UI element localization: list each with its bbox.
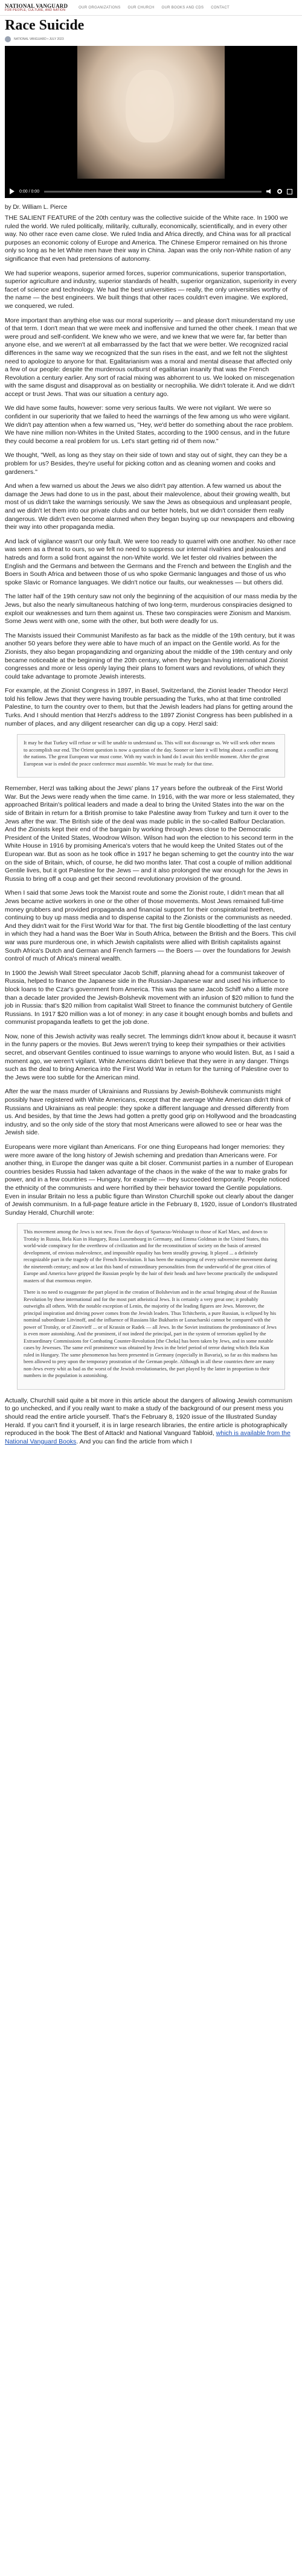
paragraph: THE SALIENT FEATURE of the 20th century was the collective suicide of the White race. In 1900 we ruled the world. We ruled politically, militarily, culturally, economically, scientifically, and in every other way. No other race even came close. We ruled India and Africa directly, and China was for all practical purposes an economic colony of Europe and America. The Chinese Emperor remained on his throne only so long as he let White men have their way in China. Japan was the only non-White nation of any significance that even had pretensions of autonomy. xyxy=(5,214,291,263)
paragraph: The Marxists issued their Communist Manifesto as far back as the middle of the 19th century, but it was another 50 years before they were able to have much of an impact on the Gentile world. As for the Zionists, they also began propagandizing and organizing about the middle of the 19th century and only became noticeable at the beginning of the 20th century, when they began having international Zionist congresses and more or less openly laying their plans to foment wars and revolutions, of which they could take advantage to promote Jewish interests. xyxy=(5,631,295,680)
paragraph: In 1900 the Jewish Wall Street speculator Jacob Schiff, planning ahead for a communist takeover of Russia, helped to finance the Japanese side in the Russian-Japanese war and used his influence to block loans to the Czar's government from America. This was the same Jacob Schiff who a little more than a decade later provided the Jewish-Bolshevik movement with an infusion of $20 million to fund the job in Russia: that's $20 million from capitalist Wall Street to finance the communist butchery of Gentile Russians. In 1917 $20 million was a lot of money: in any case it bought enough bombs and bullets and communist propaganda leaflets to get the job done. xyxy=(5,969,294,1026)
author-line: by Dr. William L. Pierce xyxy=(5,204,68,211)
video-progress-bar[interactable] xyxy=(44,191,262,193)
volume-icon[interactable] xyxy=(266,189,272,194)
video-player[interactable] xyxy=(5,46,297,198)
byline xyxy=(5,36,297,42)
logo-tagline: FOR PEOPLE, CULTURE, AND NATION xyxy=(5,8,66,12)
paragraph: Now, none of this Jewish activity was really secret. The lemmings didn't know about it, because it wasn't in the funny papers or the movies. But Jews weren't trying to keep their sympathies or their activities secret, and observant Gentiles continued to issue warnings to anyone who would listen. But, as I said a moment ago, we weren't vigilant. White Americans didn't believe that they were in any danger. Things such as the deal to bring America into the First World War in return for the turning of Palestine over to the Jews were too subtle for the American mind. xyxy=(5,1032,296,1081)
blockquote-herzl xyxy=(17,734,285,778)
video-portrait xyxy=(126,70,174,142)
paragraph: We did have some faults, however: some very serious faults. We were not vigilant. We were so confident in our superiority that we failed to heed the warnings of the few among us who were vigilant. We didn't pay attention when a few warned us, "Hey, we'd better do something about the race problem. We have nine million non-Whites in the United States, according to the 1900 census, and in the future they could become a real problem for us. Let's start getting rid of them now." xyxy=(5,404,294,445)
avatar xyxy=(5,36,11,42)
paragraph-text-end: . And you can find the article from which I xyxy=(76,1437,192,1445)
video-time: 0:00 / 0:00 xyxy=(19,189,40,194)
main-nav xyxy=(79,6,230,10)
quote-text: There is no need to exaggerate the part played in the creation of Bolshevism and in the actual bringing about of the Russian Revolution by these international and for the most part atheistical Jews. It is certainly a very great one; it probably outweighs all others. With the notable exception of Lenin, the majority of the leading figures are Jews. Moreover, the principal inspiration and driving power comes from the Jewish leaders. Thus Tchitcherin, a pure Russian, is eclipsed by his nominal subordinate Litvinoff, and the influence of Russians like Bukharin or Lunacharski cannot be compared with the power of Trotsky, or of Zinovieff ... or of Krassin or Radek — all Jews. In the Soviet institutions the predominance of Jews is even more astonishing. And the prominent, if not indeed the principal, part in the system of terrorism applied by the Extraordinary Commissions for Combating Counter-Revolution [the Cheka] has been taken by Jews, and in some notable cases by Jewesses. The same evil prominence was obtained by Jews in the brief period of terror during which Bela Kun ruled in Hungary. The same phenomenon has been presented in Germany (especially in Bavaria), so far as this madness has been allowed to prey upon the temporary prostration of the German people. Although in all these countries there are many non-Jews every whit as bad as the worst of the Jewish revolutionaries, the part played by the latter in proportion to their numbers in the population is astonishing. xyxy=(24,1289,278,1379)
paragraph xyxy=(5,1397,297,1446)
settings-icon[interactable] xyxy=(277,189,282,194)
paragraph: We thought, "Well, as long as they stay on their side of town and stay out of sight, they can they be a problem for us? Besides, they're useful for picking cotton and as cleaning women and cooks and gardeners." xyxy=(5,452,288,476)
top-navigation-bar xyxy=(0,0,302,16)
paragraph: After the war the mass murder of Ukrainians and Russians by Jewish-Bolshevik communists might possibly have registered with White Americans, except that the average White American didn't think of Russians and Ukrainians as real people: they spoke a different language and dressed differently from us. And besides, by that time the Jews had gotten a pretty good grip on Hollywood and the broadcasting industry, and so the only side of the story that most Americans were allowed to see or hear was the Jewish side. xyxy=(5,1088,297,1137)
quote-text: It may be that Turkey will refuse or will be unable to understand us. This will not discourage us. We will seek other means to accomplish our end. The Orient question is now a question of the day. Sooner or later it will bring about a conflict among the nations. The great European war must come. With my watch in hand do I await this terrible moment. After the great European war is ended the peace conference must assemble. We must be ready for that time. xyxy=(24,740,278,767)
paragraph: And lack of vigilance wasn't our only fault. We were too ready to quarrel with one another. No other race was seen as a threat to ours, so we felt no need to suppress our internal rivalries and jealousies and hatreds and form a solid front against the non-White world. We let fester old rivalries between the English and the Germans and between the Germans and the French and between the English and the Boers in South Africa and between those of us who spoke Germanic languages and those of us who spoke Slavic or Romance languages. We didn't notice our faults, our weaknesses — but others did. xyxy=(5,537,296,586)
article-body xyxy=(0,18,302,1446)
video-current-time: 0:00 xyxy=(19,189,28,194)
paragraph: For example, at the Zionist Congress in 1897, in Basel, Switzerland, the Zionist leader Theodor Herzl told his fellow Jews that they were having trouble persuading the Turks, who at that time controlled Palestine, to turn the country over to them, but that the Jewish leaders had plans for getting around the Turks. And I should mention that Herzl's address to the 1897 Zionist Congress has been published in a number of places, and any diligent researcher can dig up a copy. Herzl said: xyxy=(5,687,293,727)
fullscreen-icon[interactable] xyxy=(287,189,292,194)
paragraph-text: Actually, Churchill said quite a bit more in this article about the dangers of allowing Jewish communism to go unchecked, and if you really want to make a study of the background of our present mess you should read the entire article yourself. That's the February 8, 1920 issue of the Illustrated Sunday Herald. If you can't find it yourself, it is in large research libraries, the entire article is photographically reproduced in the book The Best of Attack! and National Vanguard Tabloid, xyxy=(5,1396,293,1437)
video-duration: 0:00 xyxy=(31,189,40,194)
nav-item-books[interactable]: OUR BOOKS AND CDS xyxy=(161,5,204,10)
paragraph: When I said that some Jews took the Marxist route and some the Zionist route, I didn't mean that all Jews became active workers in one or the other of those movements. Most Jews remained full-time money grubbers and provided propaganda and financial support for their conspiratorial brethren, continuing to buy up mass media and to dispense capital to the Zionists or the communists as needed. And they didn't wait for the First World War for that. The first big Gentile bloodletting of the last century in which they had a hand was the Boer War in South Africa, between the British and the Boers. This civil war was pure murderous one, in which Jewish capitalists were allied with British capitalists against South Africa's Dutch and German and French farmers — the Boers — over the foundations for Jewish control of much of Africa's mineral wealth. xyxy=(5,889,297,963)
paragraph: Remember, Herzl was talking about the Jews' plans 17 years before the outbreak of the First World War. But the Jews were ready when the time came. In 1916, with the war more or less stalemated, they approached Britain's political leaders and made a deal to bring the United States into the war on the side of Britain in return for a British promise to take Palestine away from Turkey and turn it over to the Jews after the war. The British side of the deal was made public in the so-called Balfour Declaration. And the Zionists kept their end of the bargain by working through Jews close to the Democratic President of the United States, Woodrow Wilson. Wilson had won the election to his second term in the White House in 1916 by promising America's voters that he would keep the United States out of the European war. But as soon as he took office in 1917 he began scheming to get the country into the war on the side of Britain, which, of course, he did two months later. That cost a couple of million additional Gentile lives, but it got Palestine for the Jews — and it also prolonged the war enough for the Jews in Russia to bring off a coup and get their second revolutionary provision of the ground. xyxy=(5,785,295,883)
quote-text: This movement among the Jews is not new. From the days of Spartacus-Weishaupt to those of Karl Marx, and down to Trotsky in Russia, Bela Kun in Hungary, Rosa Luxembourg in Germany, and Emma Goldman in the United States, this world-wide conspiracy for the overthrow of civilization and for the reconstitution of society on the basis of arrested development, of envious malevolence, and impossible equality has been steadily growing. It played ... a definitely recognizable part in the tragedy of the French Revolution. It has been the mainspring of every subversive movement during the nineteenth century; and now at last this band of extraordinary personalities from the underworld of the great cities of Europe and America have gripped the Russian people by the hair of their heads and have become practically the undisputed masters of that enormous empire. xyxy=(24,1229,278,1283)
paragraph: More important than anything else was our moral superiority — and please don't misunderstand my use of that term. I don't mean that we were meek and inoffensive and turned the other cheek. I mean that we were proud and self-confident. We knew who we were, and we knew that we were far, far better than anyone else, and we weren't at all embarrassed by the fact that we were better. We recognized racial differences in the same way we recognized that the sun rises in the east, and we felt not the slightest need to apologize to anyone for that. Egalitarianism was a moral and mental disease that affected only a few of our people: despite the murderous outburst of egalitarian insanity that was the French Revolution a century earlier. Any sort of racial mixing was abhorrent to us. We looked on miscegenation with the same disgust and disapproval as on bestiality or necrophilia. We didn't tolerate it. And we didn't accept or trust Jews. That was our situation a century ago. xyxy=(5,316,297,398)
nav-item-church[interactable]: OUR CHURCH xyxy=(127,5,155,10)
byline-text: NATIONAL VANGUARD • JULY 2023 xyxy=(14,37,64,41)
paragraph: Europeans were more vigilant than Americans. For one thing Europeans had longer memories: they were more aware of the long history of Jewish scheming and predation than Americans were. For another thing, in Europe the danger was quite a bit closer. Communist parties in a number of European countries besides Russia had taken advantage of the chaos in the wake of the war to make grabs for power, and in a few countries — Hungary, for example — they succeeded temporarily. People noticed the ethnicity of the communists and were horrified by their behavior toward the Gentile populations. Even in insular Britain no less a public figure than Winston Churchill spoke out clearly about the danger of Jewish communism. In a full-page feature article in the February 8, 1920, issue of London's Illustrated Sunday Herald, Churchill wrote: xyxy=(5,1143,297,1216)
nav-item-organizations[interactable]: OUR ORGANIZATIONS xyxy=(79,5,121,10)
logo-title: NATIONAL VANGUARD xyxy=(5,2,68,9)
paragraph: We had superior weapons, superior armed forces, superior communications, superior transportation, superior agriculture and industry, superior standards of health, superior organization, superiority in every facet of science and technology. We had the best universities — really, the only universities worthy of the name — the best engineers. We built things that other races couldn't even imagine. We explored, we conquered, we ruled. xyxy=(5,269,297,310)
books-link[interactable]: which is available from the National Vanguard Books xyxy=(5,1430,291,1445)
paragraph: And when a few warned us about the Jews we also didn't pay attention. A few warned us about the damage the Jews had done to us in the past, about their malevolence, about their growing wealth, but most of us didn't take the warnings seriously. We saw the Jews as obsequious and unpleasant people, and we didn't let them into our private clubs and our better hotels, but we didn't consider them really dangerous. We didn't even become alarmed when they began buying up our newspapers and elbowing their way into other propaganda media. xyxy=(5,482,295,531)
page-title: Race Suicide xyxy=(5,18,85,33)
video-controls xyxy=(5,185,297,198)
nav-item-contact[interactable]: CONTACT xyxy=(211,5,230,10)
paragraph: The latter half of the 19th century saw not only the beginning of the acquisition of our mass media by the Jews, but also the nearly simultaneous hatching of two long-term, murderous conspiracies designed to exploit our weaknesses and turn them against us. These two conspiracies were Zionism and Marxism. Some Jews went with one, some with the other, but both were deadly for us. xyxy=(5,593,297,625)
play-icon[interactable] xyxy=(10,188,14,194)
blockquote-churchill xyxy=(17,1223,285,1390)
site-logo[interactable] xyxy=(5,4,68,12)
